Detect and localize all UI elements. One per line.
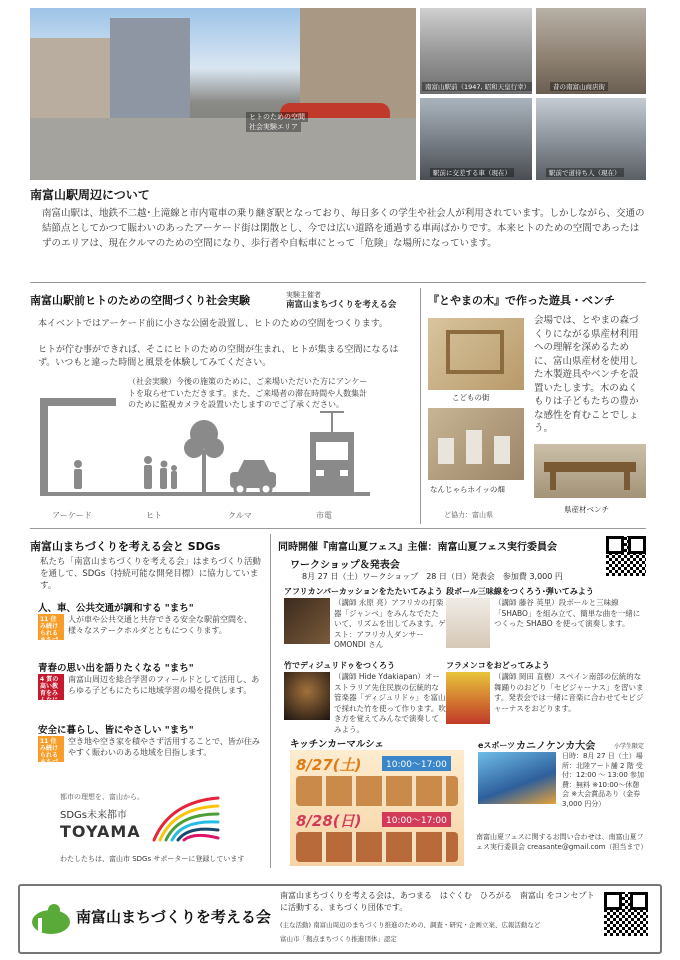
kitchen-day2: 8/28(日) — [296, 812, 362, 830]
experiment-text-1: 本イベントではアーケード前に小さな公園を設置し、ヒトのための空間をつくります。 — [38, 319, 389, 329]
ws4-title: フラメンコをおどってみよう — [446, 661, 550, 670]
kitchen-day1-time: 10:00～17:00 — [382, 756, 451, 771]
caption-old-shop: 昔の南富山商店街 — [550, 82, 608, 91]
org-logo-icon — [30, 900, 72, 936]
caption-nanjara: なんじゃらホイッの畑 — [430, 485, 505, 494]
ws3-title: 竹でディジュリドゥをつくろう — [284, 661, 395, 670]
kitchen-title: キッチンカーマルシェ — [290, 739, 384, 750]
tram-icon — [310, 412, 354, 492]
sdgs-rainbow-logo-icon — [150, 792, 224, 844]
ws4-photo — [446, 672, 490, 724]
sdg-11-icon: 11 住み続けられるまちづくりを — [38, 614, 64, 640]
ws3-photo — [284, 672, 330, 720]
ws1-text: （講師 永原 亮）アフリカの打楽器「ジャンベ」をみんなでたたいて、リズムを出してみます。ゲスト：アフリカ人ダンサー OMONDI さん — [334, 598, 446, 649]
sdgs-logo-tagline: 都市の理想を、富山から。 — [60, 793, 144, 801]
arcade-roof — [40, 398, 116, 406]
sdgs-supporter-text: わたしたちは、富山市 SDGs サポーターに登録しています — [60, 855, 245, 863]
workshop-dates: 8月 27 日（土）ワークショップ 28 日（日）発表会 参加費 3,000 円 — [302, 572, 563, 581]
caption-1947: 南富山駅前（1947, 昭和天皇行幸） — [422, 82, 532, 91]
kitchen-banner — [290, 750, 464, 866]
fes-contact: 南富山夏フェスに関するお問い合わせは、南富山夏フェス実行委員会 creasante@gmail.com（担当まで） — [476, 833, 648, 851]
sdgs-item-2-title: 青春の思い出を語りたくなる "まち" — [38, 663, 194, 674]
sdgs-item-1-title: 人、車、公共交通が調和する "まち" — [38, 603, 194, 614]
vertical-divider — [270, 534, 271, 868]
vertical-divider — [420, 288, 421, 524]
esports-note: 小学生限定 — [614, 743, 645, 750]
experiment-text-2: ヒトが佇む事ができれば、そこにヒトのための空間が生まれ、ヒトが集まる空間になるはず。いつもと違った時間と風景を体験してみてください。 — [38, 345, 399, 368]
fes-title: 同時開催『南富山夏フェス』主催：南富山夏フェス実行委員会 — [278, 542, 557, 553]
experiment-host: 南富山まちづくりを考える会 — [286, 300, 397, 310]
caption-cars-1: 駅前に交差する車（現在） — [430, 168, 514, 177]
esports-title: カニノケンカ大会 — [516, 741, 596, 752]
sdgs-logo-toyama: TOYAMA — [60, 822, 141, 841]
sdg-11b-icon: 11 住み続けられるまちづくりを — [38, 736, 64, 762]
experiment-host-label: 実験主催者 — [286, 291, 321, 299]
footer-description: 南富山まちづくりを考える会は、あつまる はぐくむ ひろがる 南富山 をコンセプトに活動する、まちづくり団体です。 — [280, 891, 595, 912]
esports-info: 日時：8月 27 日（土）場所：北陸アート舗 2 階 受付：12:00 ～ 13:00 参加費：無料 ※10:00～休憩会 ※大会賞品あり（金券 3,000 円分） — [562, 752, 645, 808]
divider — [30, 528, 646, 529]
ground-line — [40, 492, 370, 496]
sdgs-item-1-text: 人が車や公共交通と共存できる安全な駅前空間を、様々なステークホルダとともにつくります。 — [68, 615, 252, 635]
street-diagram — [34, 392, 404, 522]
tree-icon — [184, 420, 224, 492]
toys-text: 会場では、とやまの森づくりにながる県産材利用への理解を深めるために、富山県産材を使用した木製遊具やベンチを設置いたします。木のぬくもりは子どもたちの豊かな感性を育むことでしょう。 — [534, 315, 639, 434]
esports-photo — [478, 752, 556, 804]
footer-city-cert: 富山市「拠点まちづくり推進団体」認定 — [280, 935, 397, 943]
ws2-photo — [446, 598, 490, 648]
caption-cars-2: 駅前で道待ち人（現在） — [546, 168, 624, 177]
arcade-pillar — [40, 398, 48, 494]
label-tram: 市電 — [316, 511, 332, 520]
ws2-text: （講師 藤谷 英里）段ボールと三味線「SHABO」を組み立て、簡単な曲を一緒につくった SHABO を使って演奏します。 — [494, 598, 641, 628]
cars-photo-2 — [536, 98, 646, 180]
sdgs-item-3-title: 安全に暮らし、皆にやさしい "まち" — [38, 725, 194, 736]
footer-org-name: 南富山まちづくりを考える会 — [76, 908, 271, 926]
ws2-title: 段ボール三味線をつくろう･弾いてみよう — [446, 587, 594, 596]
kodomo-no-machi-photo — [428, 318, 524, 390]
sdgs-item-2-text: 南富山周辺を総合学習のフィールドとして活用し、あらゆる子どもにたちに地域学習の場を提供します。 — [68, 675, 260, 695]
about-text: 南富山駅は、地鉄不二越･上滝線と市内電車の乗り継ぎ駅となっており、毎日多くの学生や社会人が利用されています。しかしながら、交通の結節点としてかつて賑わいのあったアーケード街は閑散とし、今では広い道路を通過する車両ばかりです。本来ヒトのための空間であったはずのエリアは、現在クルマのための空間になり、歩行者や自転車にとって「危険」な場所になっています。 — [42, 208, 645, 249]
old-shop-photo — [536, 8, 646, 94]
label-cars: クルマ — [228, 511, 252, 520]
experiment-note: （社会実験）今後の施策のために、ご来場いただいた方にアンケートを取らせていただきます。また、ご来場者の滞在時間や人数集計のために監視カメラを設置いたしますのでご了承ください。 — [128, 377, 368, 409]
toys-title: 『とやまの木』で作った遊具・ベンチ — [428, 294, 615, 307]
esports-label: eスポーツ — [478, 741, 516, 750]
footer-qr-code-icon[interactable] — [604, 892, 648, 936]
nanjara-photo — [428, 408, 524, 480]
caption-bench: 県産材ベンチ — [564, 505, 609, 514]
bench-photo — [534, 444, 646, 498]
car-icon — [230, 460, 276, 494]
fes-qr-code-icon[interactable] — [606, 536, 646, 576]
ws3-text: （講師 Hide Ydakiapan）オーストラリア先住民族の伝統的な管楽器「ディジュリドゥ」を富山で採れた竹を使って作ります。吹き方を覚えてみんなで演奏してみよう。 — [334, 672, 446, 734]
cars-photo-1 — [420, 98, 532, 180]
kitchen-day2-time: 10:00～17:00 — [382, 812, 451, 827]
ws4-text: （講師 岡田 直樹）スペイン南部の伝統的な舞踊りのおどり「セビジャーナス」を習います。発表会では一緒に音楽に合わせてセビジャーナスをおどります。 — [494, 672, 644, 713]
experiment-title: 南富山駅前ヒトのための空間づくり社会実験 — [30, 294, 250, 307]
caption-kodomo: こどもの街 — [452, 393, 490, 402]
label-people: ヒト — [146, 511, 162, 520]
sdgs-item-3-text: 空き地や空き家を積やさず活用することで、皆が住みやすく賑わいのある地域を目指します。 — [68, 737, 260, 757]
ws1-title: アフリカンパーカッションをたたいてみよう — [284, 587, 443, 596]
divider — [30, 282, 646, 283]
sdgs-logo-line2: SDGs未来都市 — [60, 810, 128, 821]
sdg-4-icon: 4 質の高い教育をみんなに — [38, 674, 64, 700]
main-street-photo — [30, 8, 416, 180]
workshop-title: ワークショップ＆発表会 — [290, 560, 400, 571]
station-1947-photo — [420, 8, 532, 94]
sdgs-intro: 私たち「南富山まちづくりを考える会」はまちづくり活動を通して、SDGs（持続可能な開発目標）に協力しています。 — [40, 557, 261, 591]
footer-main-activities: (主な活動) 南富山周辺のまちづくり推進のための、調査・研究・企画立案、広報活動など — [280, 921, 541, 929]
main-photo-caption-2: 社会実験エリア — [246, 122, 301, 132]
label-arcade: アーケード — [52, 511, 92, 520]
about-title: 南富山駅周辺について — [30, 188, 150, 202]
person-icon — [74, 460, 82, 489]
sdgs-title: 南富山まちづくりを考える会と SDGs — [30, 540, 221, 553]
family-icon — [144, 456, 177, 489]
main-photo-caption-1: ヒトのための空間 — [246, 112, 308, 122]
kitchen-day1: 8/27(土) — [296, 756, 362, 774]
caption-source: ど協力：富山県 — [444, 511, 493, 519]
ws1-photo — [284, 598, 330, 644]
